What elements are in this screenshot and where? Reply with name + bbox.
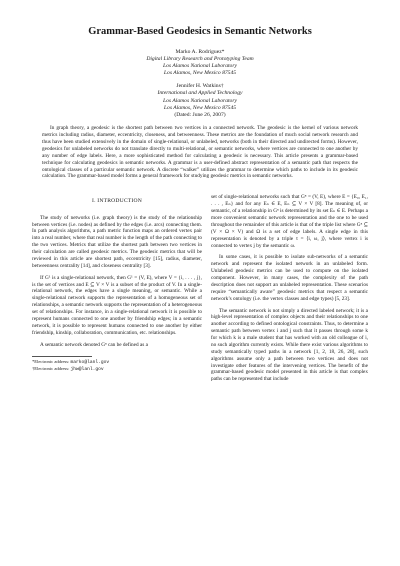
body-paragraph: A semantic network denoted Gⁿ can be defined as a — [40, 341, 148, 348]
author-affiliation: International and Applied Technology — [157, 90, 243, 97]
author-location: Los Alamos, New Mexico 87545 — [163, 104, 237, 111]
footnote-label: *Electronic address: — [32, 359, 71, 365]
author-affiliation: Digital Library Research and Prototyping Team — [146, 55, 254, 62]
author-lab: Los Alamos National Laboratory — [162, 97, 238, 104]
paper-date: (Dated: June 26, 2007) — [174, 111, 226, 118]
footnote-1 — [32, 359, 202, 366]
email-address: marko@lanl.gov — [70, 360, 110, 366]
body-paragraph: The semantic network is not simply a directed labeled network; it is a high-level representation of complex objects and their relationships to one another according to defined ontological constraints. Thus, to determine a semantic path between vertex i and j such that it passes through some k for which k is a male student that has worked with an old colleague of i, no such algorithm currently exists. While there exist various algorithms to study semantically typed paths in a network [1, 2, 18, 26, 28], such algorithms assume only a path between two vertices and does not investigate other features of the intervening vertices. The benefit of the grammar-based geodesic model presented in this article is that complex paths can be represented that include — [211, 307, 368, 383]
author-location: Los Alamos, New Mexico 87545 — [163, 70, 237, 77]
section-heading: I. INTRODUCTION — [92, 198, 142, 205]
author-name: Jennifer H. Watkins† — [176, 83, 224, 90]
body-paragraph: If G¹ is a single-relational network, then G¹ = (V, E), where V = {i, . . . , j}, is the set of vertices and E ⊆ V × V is a subset of the product of V. In a single-relational network, the edges have a single meaning, or semantic. While a single-relational network supports the representation of a homogeneous set of relationships, a semantic network supports the representation of a heterogeneous set of relationships. For instance, in a single-relational network it is possible to represent humans connected to one another by friendship edges; in a semantic network, it is possible to represent humans connected to one another by either friendship, kinship, collaboration, communication, etc. relationships. — [32, 274, 202, 336]
abstract: In graph theory, a geodesic is the shortest path between two vertices in a connected network. The geodesic is the kernel of various network metrics including radius, diameter, eccentricity, closeness, and betweenness. These metrics are the foundation of much social network research and thus have been studied extensively in the domain of single-relational, or unlabeled, networks (both in their directed and undirected forms). However, geodesics for unlabeled networks do not translate directly to multi-relational, or semantic networks, where vertices are connected to one another by any number of edge labels. Here, a more sophisticated method for calculating a geodesic is necessary. This article presents a grammar-based technique for calculating geodesics in semantic networks. A grammar is a user-defined abstract representation of a semantic path that respects the ontological classes of a particular semantic network. A discrete “walker” utilizes the grammar to determine which paths to include in its geodesic calculation. The grammar-based model forms a general framework for studying geodesic metrics in semantic networks. — [42, 125, 358, 180]
author-lab: Los Alamos National Laboratory — [162, 62, 238, 69]
email-address: jhw@lanl.gov — [70, 367, 104, 373]
right-column — [211, 194, 368, 388]
author-block-2 — [32, 83, 368, 119]
body-paragraph: In some cases, it is possible to isolate sub-networks of a semantic network and represent the isolated network in an unlabeled form. Unlabeled geodesic metrics can be used to compute on the isolated component. However, in many cases, the complexity of the path description does not support an unlabeled representation. These scenarios require “semantically aware” geodesic metrics that respect a semantic network’s ontology (i.e. the vertex classes and edge types) [5, 23]. — [211, 254, 368, 302]
author-block-1 — [32, 49, 368, 78]
footnote-label: †Electronic address: — [32, 366, 71, 372]
left-column — [32, 194, 202, 388]
two-column-body — [32, 194, 368, 388]
body-paragraph: The study of networks (i.e. graph theory) is the study of the relationship between vertices (i.e. nodes) as defined by the edges (i.e. arcs) connecting them. In path analysis algorithms, a path metric function maps an ordered vertex pair into a real number, where that real number is the length of the path connecting to the two vertices. Metrics that utilize the shortest path between two vertices in their calculation are called geodesic metrics. The geodesic metrics that will be reviewed in this article are shortest path, eccentricity [15], radius, diameter, betweenness centrality [14], and closeness centrality [3]. — [32, 214, 202, 269]
paper-title: Grammar-Based Geodesics in Semantic Networks — [88, 26, 312, 37]
footnote-2 — [32, 366, 202, 373]
author-list — [32, 49, 368, 119]
body-paragraph: set of single-relational networks such that Gⁿ = (V, E), where E = {E₀, E₁, . . . , Eₙ} and for any Eₙ ∈ E, Eₙ ⊆ V × V [8]. The meaning of, or semantic, of a relationship in Gⁿ is determined by its set Eₙ ∈ E. Perhaps a more convenient semantic network representation and the one to be used throughout the remainder of this article is that of the triple list where Gⁿ ⊆ (V × Ω × V) and Ω is a set of edge labels. A single edge in this representation is denoted by a triple τ = ⟨i, ω, j⟩, where vertex i is connected to vertex j by the semantic ω. — [211, 194, 368, 249]
author-name: Marko A. Rodriguez* — [175, 48, 225, 55]
